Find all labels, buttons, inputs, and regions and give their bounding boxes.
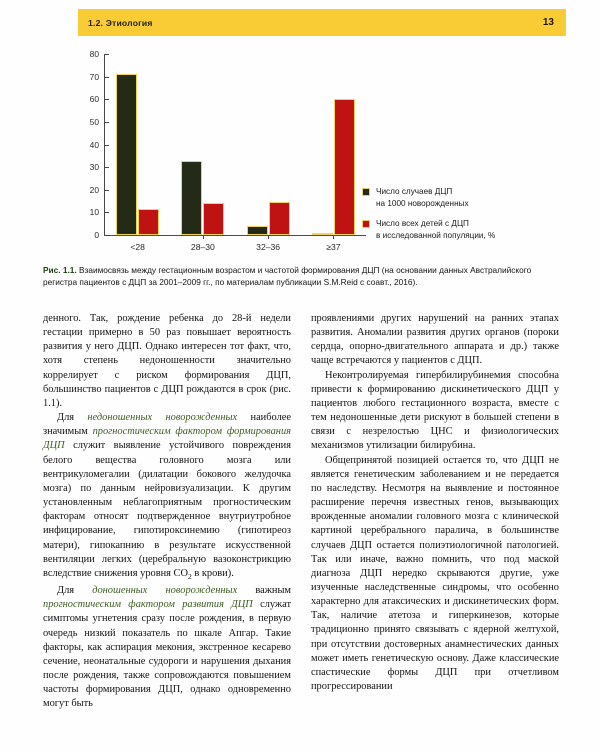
paragraph-text: денного. Так, рождение ребенка до 28-й недели гестации примерно в 50 раз повышает вероятность развития у него ДЦП. Однако интересен тот факт, что, хотя степень недоношенности значительно коррелирует с риском формирования ДЦП, большинство пациентов с ДЦП рождаются в срок (рис. 1.1). [43,313,291,409]
bar-dark [116,74,137,235]
bar-group [170,54,235,252]
legend-swatch-icon [362,188,370,196]
paragraph-text: служат симптомы угнетения сразу после рождения, в первую очередь низкий показатель по шкале Апгар. Такие факторы, как аспирация мекония, экстренное кесарево сечение, неонатальные судороги и нарушения дыхания после рождения, также сопровождаются повышением частоты формирования ДЦП, однако одновременно могут быть [43,599,291,710]
legend-label-line2: на 1000 новорожденных [376,198,469,208]
legend-swatch-icon [362,220,370,228]
bar-red [138,209,159,235]
y-axis-tick: 80 [90,49,105,59]
y-axis-tick: 30 [90,162,105,172]
y-axis-tick: 20 [90,185,105,195]
paragraph: Неконтролируемая гипербилирубинемия способна привести к формированию дискинетического ДЦП у пациентов любого гестационного возраста, вместе с тем недоношенные дети рискуют в большей степени в связи с незрелостью ЦНС и физиологических механизмов утилизации билирубина. [311,369,559,452]
paragraph-text: наиболее значимым [43,412,291,438]
paragraph-text: Для [57,412,88,424]
y-axis-tick: 60 [90,94,105,104]
paragraph: проявлениями других нарушений на ранних этапах развития. Аномалии развития других органов (пороки сердца, опорно-двигательного аппарата и др.) также чаще встречаются у пациентов с ДЦП. [311,313,559,367]
figure-1-1 [40,44,570,266]
bar-dark [312,233,333,235]
emphasis-text: прогностическим фактором формирования ДЦП [43,426,291,452]
bar-chart [60,44,380,266]
running-header [78,9,566,36]
y-axis-tick: 10 [90,207,105,217]
figure-caption [43,265,559,288]
legend-label-line1: Число случаев ДЦП [376,187,453,196]
page-number: 13 [542,17,554,28]
y-axis-tick: 70 [90,72,105,82]
legend-label [376,218,495,241]
bar-dark [247,226,268,236]
paragraph [43,584,291,711]
legend-label-line1: Число всех детей с ДЦП [376,219,469,228]
y-axis-tick: 0 [94,230,105,240]
body-columns [43,312,559,737]
header-section-title: 1.2. Этиология [88,17,153,28]
figure-caption-text: Взаимосвязь между гестационным возрастом и частотой формирования ДЦП (на основании данных Австралийского регистра пациентов с ДЦП за 2001–2009 гг., по материалам публикации S.M.Reid с соавт., 2016). [43,265,532,287]
paragraph-text: Для [57,585,93,597]
chart-plot-area [89,49,366,252]
y-axis-tick: 40 [90,140,105,150]
right-column [311,312,559,737]
paragraph: Общепринятой позицией остается то, что ДЦП не является генетическим заболеванием и не передается по наследству. Несмотря на выявление и постоянное расширение перечня известных генов, вызывающих врожденные аномалии головного мозга с клинической картиной церебрального паралича, в большинстве случаев ДЦП остается полиэтиологичной патологией. Так или иначе, важно помнить, что под маской диагноза ДЦП нередко скрываются другие, уже изученные наследственные синдромы, что особенно характерно для атаксических и дискинетических форм. Так, наличие атетоза и гиперкинезов, которые традиционно принято связывать с ядерной желтухой, при отсутствии достоверных анамнестических данных может иметь генетическую основу. Даже классические спастические формы ДЦП при отчетливом прогрессировании [311,454,559,693]
paragraph [43,312,291,411]
bar-red [334,99,355,235]
emphasis-text: доношенных новорожденных [92,585,238,597]
figure-caption-label: Рис. 1.1. [43,265,77,275]
bar-red [203,203,224,235]
legend-item [362,218,570,241]
x-axis-tick-label: 32–36 [256,242,281,252]
x-axis-tick-label: 28–30 [190,242,215,252]
x-axis-tick-label: ≥37 [326,242,341,252]
legend-label [376,186,469,209]
bar-group [236,54,301,252]
bar-dark [181,161,202,235]
left-column [43,312,291,737]
legend-item [362,186,570,209]
y-axis-tick: 50 [90,117,105,127]
subscript-text: 2 [187,571,192,581]
bar-group [301,54,366,252]
emphasis-text: недоношенных новорожденных [87,412,238,424]
paragraph-text: в крови). [191,567,234,579]
chart-bar-groups [105,54,366,252]
paragraph [43,411,291,584]
x-axis-tick-label: <28 [130,242,145,252]
legend-label-line2: в исследованной популяции, % [376,230,496,240]
bar-red [269,202,290,235]
emphasis-text: прогностическим фактором развития ДЦП [43,599,253,611]
bar-group [105,54,170,252]
chart-legend [362,186,570,250]
paragraph-text: важным [237,585,292,597]
paragraph-text: служит выявление устойчивого повреждения белого вещества головного мозга или вентрикуломегалии (дилатации бокового желудочка мозга) по данным нейровизуализации. К другим установленным неблагоприятным прогностическим факторам относят подтвержденное внутриутробное инфицирование, гипотироксинемию (гипотиреоз матери), гипокапнию в результате искусственной вентиляции легких (церебральную вазоконстрикцию вследствие снижения уровня CO [43,440,291,579]
